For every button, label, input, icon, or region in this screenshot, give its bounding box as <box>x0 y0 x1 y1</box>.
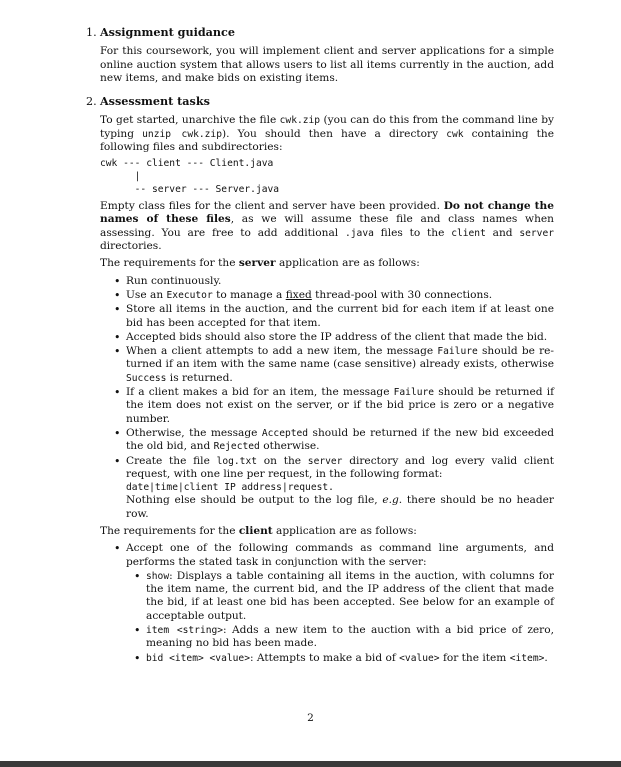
section-title: Assessment tasks <box>100 94 210 109</box>
log-format: date|time|client IP address|request. <box>126 482 334 494</box>
inline-code: server <box>519 227 555 239</box>
list-item: • Run continuously. <box>114 275 554 288</box>
viewer-bottom-bar <box>0 761 621 767</box>
section-number: 2. <box>86 95 97 109</box>
files-paragraph: Empty class files for the client and server have been provided. Do not change the names of these files, as we will assume these file and class names when assessing. You are free to add additional .java files to the client and server directories. <box>100 200 555 253</box>
server-requirements-list <box>114 275 554 521</box>
inline-code: unzip cwk.zip <box>142 128 222 140</box>
getting-started-paragraph: To get started, unarchive the file cwk.zip (you can do this from the command line by typing unzip cwk.zip). You should then have a directory cwk containing the following files and subdirectories: <box>100 114 555 154</box>
list-item: • Store all items in the auction, and the current bid for each item if at least one bid has been accepted for that item. <box>114 303 554 330</box>
inline-code: .java <box>345 227 374 239</box>
inline-code: client <box>451 227 486 239</box>
section-assessment-tasks <box>86 95 554 665</box>
list-item: • Accepted bids should also store the IP address of the client that made the bid. <box>114 331 554 344</box>
section-title: Assignment guidance <box>100 25 235 39</box>
client-requirements-intro: The requirements for the client application are as follows: <box>100 524 417 537</box>
list-item: • Create the file log.txt on the server directory and log every valid client request, with one line per request, in the following format: date|time|client IP address|request. Nothing else should be output to the log file, e.g. there should be no header row. <box>114 455 554 521</box>
section-assignment-guidance <box>86 26 554 85</box>
guidance-paragraph: For this coursework, you will implement client and server applications for a simple online auction system that allows users to list all items currently in the auction, add new items, and make bids on existing items. <box>100 45 554 84</box>
section-heading <box>86 95 554 108</box>
server-requirements-intro: The requirements for the server application are as follows: <box>100 257 420 270</box>
list-item: • Otherwise, the message Accepted should be returned if the new bid exceeded the old bid, and Rejected otherwise. <box>114 427 554 454</box>
command-bid: • bid <item> <value>: Attempts to make a bid of <value> for the item <item>. <box>134 652 554 665</box>
inline-code: cwk.zip <box>279 115 321 127</box>
list-item: • If a client makes a bid for an item, the message Failure should be returned if the item does not exist on the server, or if the bid price is zero or a negative number. <box>114 386 554 426</box>
bold-warning: Do not change the names of these files <box>100 200 554 226</box>
section-heading <box>86 26 554 39</box>
list-item: • Accept one of the following commands as command line arguments, and performs the stated task in conjunction with the server: • show: Displays a table containing all items in the auction, with columns for the item name, the current bid, and the IP address of the client that made the bid, if at least one bid has been accepted. See below for an example of acceptable output. • item <string>: Adds a new item to the auction with a bid price of zero, meaning no bid has been made. • bid <item> <value>: Attempts to make a bid of <value> for the item <item>. <box>114 542 554 665</box>
command-item: • item <string>: Adds a new item to the auction with a bid price of zero, meaning no bid has been made. <box>134 624 554 651</box>
list-item: • When a client attempts to add a new item, the message Failure should be re-turned if an item with the same name (case sensitive) already exists, otherwise Success is returned. <box>114 345 554 385</box>
tree-line: | <box>100 170 141 182</box>
page-number: 2 <box>307 712 314 724</box>
inline-code: cwk <box>446 128 464 140</box>
page-content <box>86 26 554 669</box>
section-number: 1. <box>86 26 97 39</box>
command-show: • show: Displays a table containing all items in the auction, with columns for the item name, the current bid, and the IP address of the client that made the bid, if at least one bid has been accepted. See below for an example of acceptable output. <box>134 570 554 623</box>
client-commands-list <box>134 570 554 665</box>
directory-tree <box>100 158 554 196</box>
list-item: • Use an Executor to manage a fixed thread-pool with 30 connections. <box>114 289 554 302</box>
tree-line: cwk --- client --- Client.java <box>100 158 274 170</box>
tree-line: -- server --- Server.java <box>100 183 280 195</box>
client-requirements-list <box>114 542 554 665</box>
